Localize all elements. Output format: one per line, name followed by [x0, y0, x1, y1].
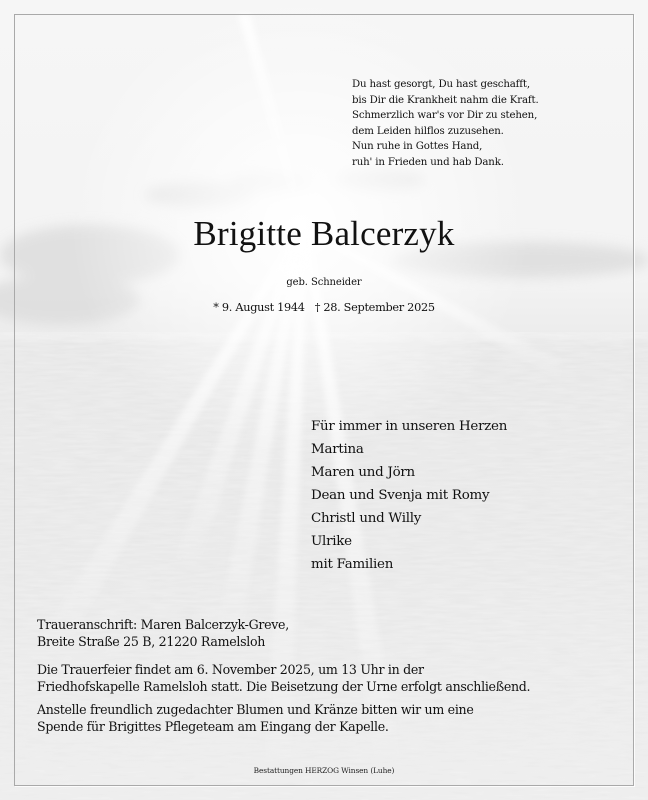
poem-line: ruh' in Frieden und hab Dank. — [352, 156, 504, 168]
poem-line: Nun ruhe in Gottes Hand, — [352, 141, 483, 152]
undertaker-credit: Bestattungen HERZOG Winsen (Luhe) — [253, 766, 395, 775]
poem-line: dem Leiden hilflos zuzusehen. — [352, 125, 504, 137]
mourner-name: Ulrike — [311, 534, 352, 549]
poem-line: Schmerzlich war's vor Dir zu stehen, — [352, 110, 538, 121]
mourning-address — [37, 616, 289, 650]
mourner-name: mit Familien — [311, 557, 394, 572]
mourner-name: Dean und Svenja mit Romy — [311, 488, 490, 503]
address-line: Breite Straße 25 B, 21220 Ramelsloh — [37, 634, 266, 649]
memorial-poem — [352, 77, 539, 170]
mourner-name: Martina — [311, 442, 364, 457]
mourners-heading: Für immer in unseren Herzen — [311, 419, 508, 434]
mourner-name: Christl und Willy — [311, 511, 422, 526]
mourner-name: Maren und Jörn — [311, 465, 415, 480]
address-line: Traueranschrift: Maren Balcerzyk-Greve, — [37, 617, 289, 632]
life-dates — [0, 301, 648, 314]
ceremony-notice — [37, 661, 530, 695]
maiden-name: geb. Schneider — [286, 277, 362, 288]
ceremony-line: Die Trauerfeier findet am 6. November 2025, um 13 Uhr in der — [37, 662, 424, 677]
mourners-list — [311, 415, 507, 576]
poem-line: bis Dir die Krankheit nahm die Kraft. — [352, 94, 539, 106]
donation-notice — [37, 701, 474, 735]
donation-line: Anstelle freundlich zugedachter Blumen und Kränze bitten wir um eine — [37, 702, 474, 717]
death-date: † 28. September 2025 — [314, 301, 435, 314]
poem-line: Du hast gesorgt, Du hast geschafft, — [352, 79, 530, 90]
ceremony-line: Friedhofskapelle Ramelsloh statt. Die Beisetzung der Urne erfolgt anschließend. — [37, 679, 531, 694]
birth-date: * 9. August 1944 — [213, 301, 305, 314]
deceased-name: Brigitte Balcerzyk — [193, 214, 455, 253]
donation-line: Spende für Brigittes Pflegeteam am Eingang der Kapelle. — [37, 719, 389, 734]
